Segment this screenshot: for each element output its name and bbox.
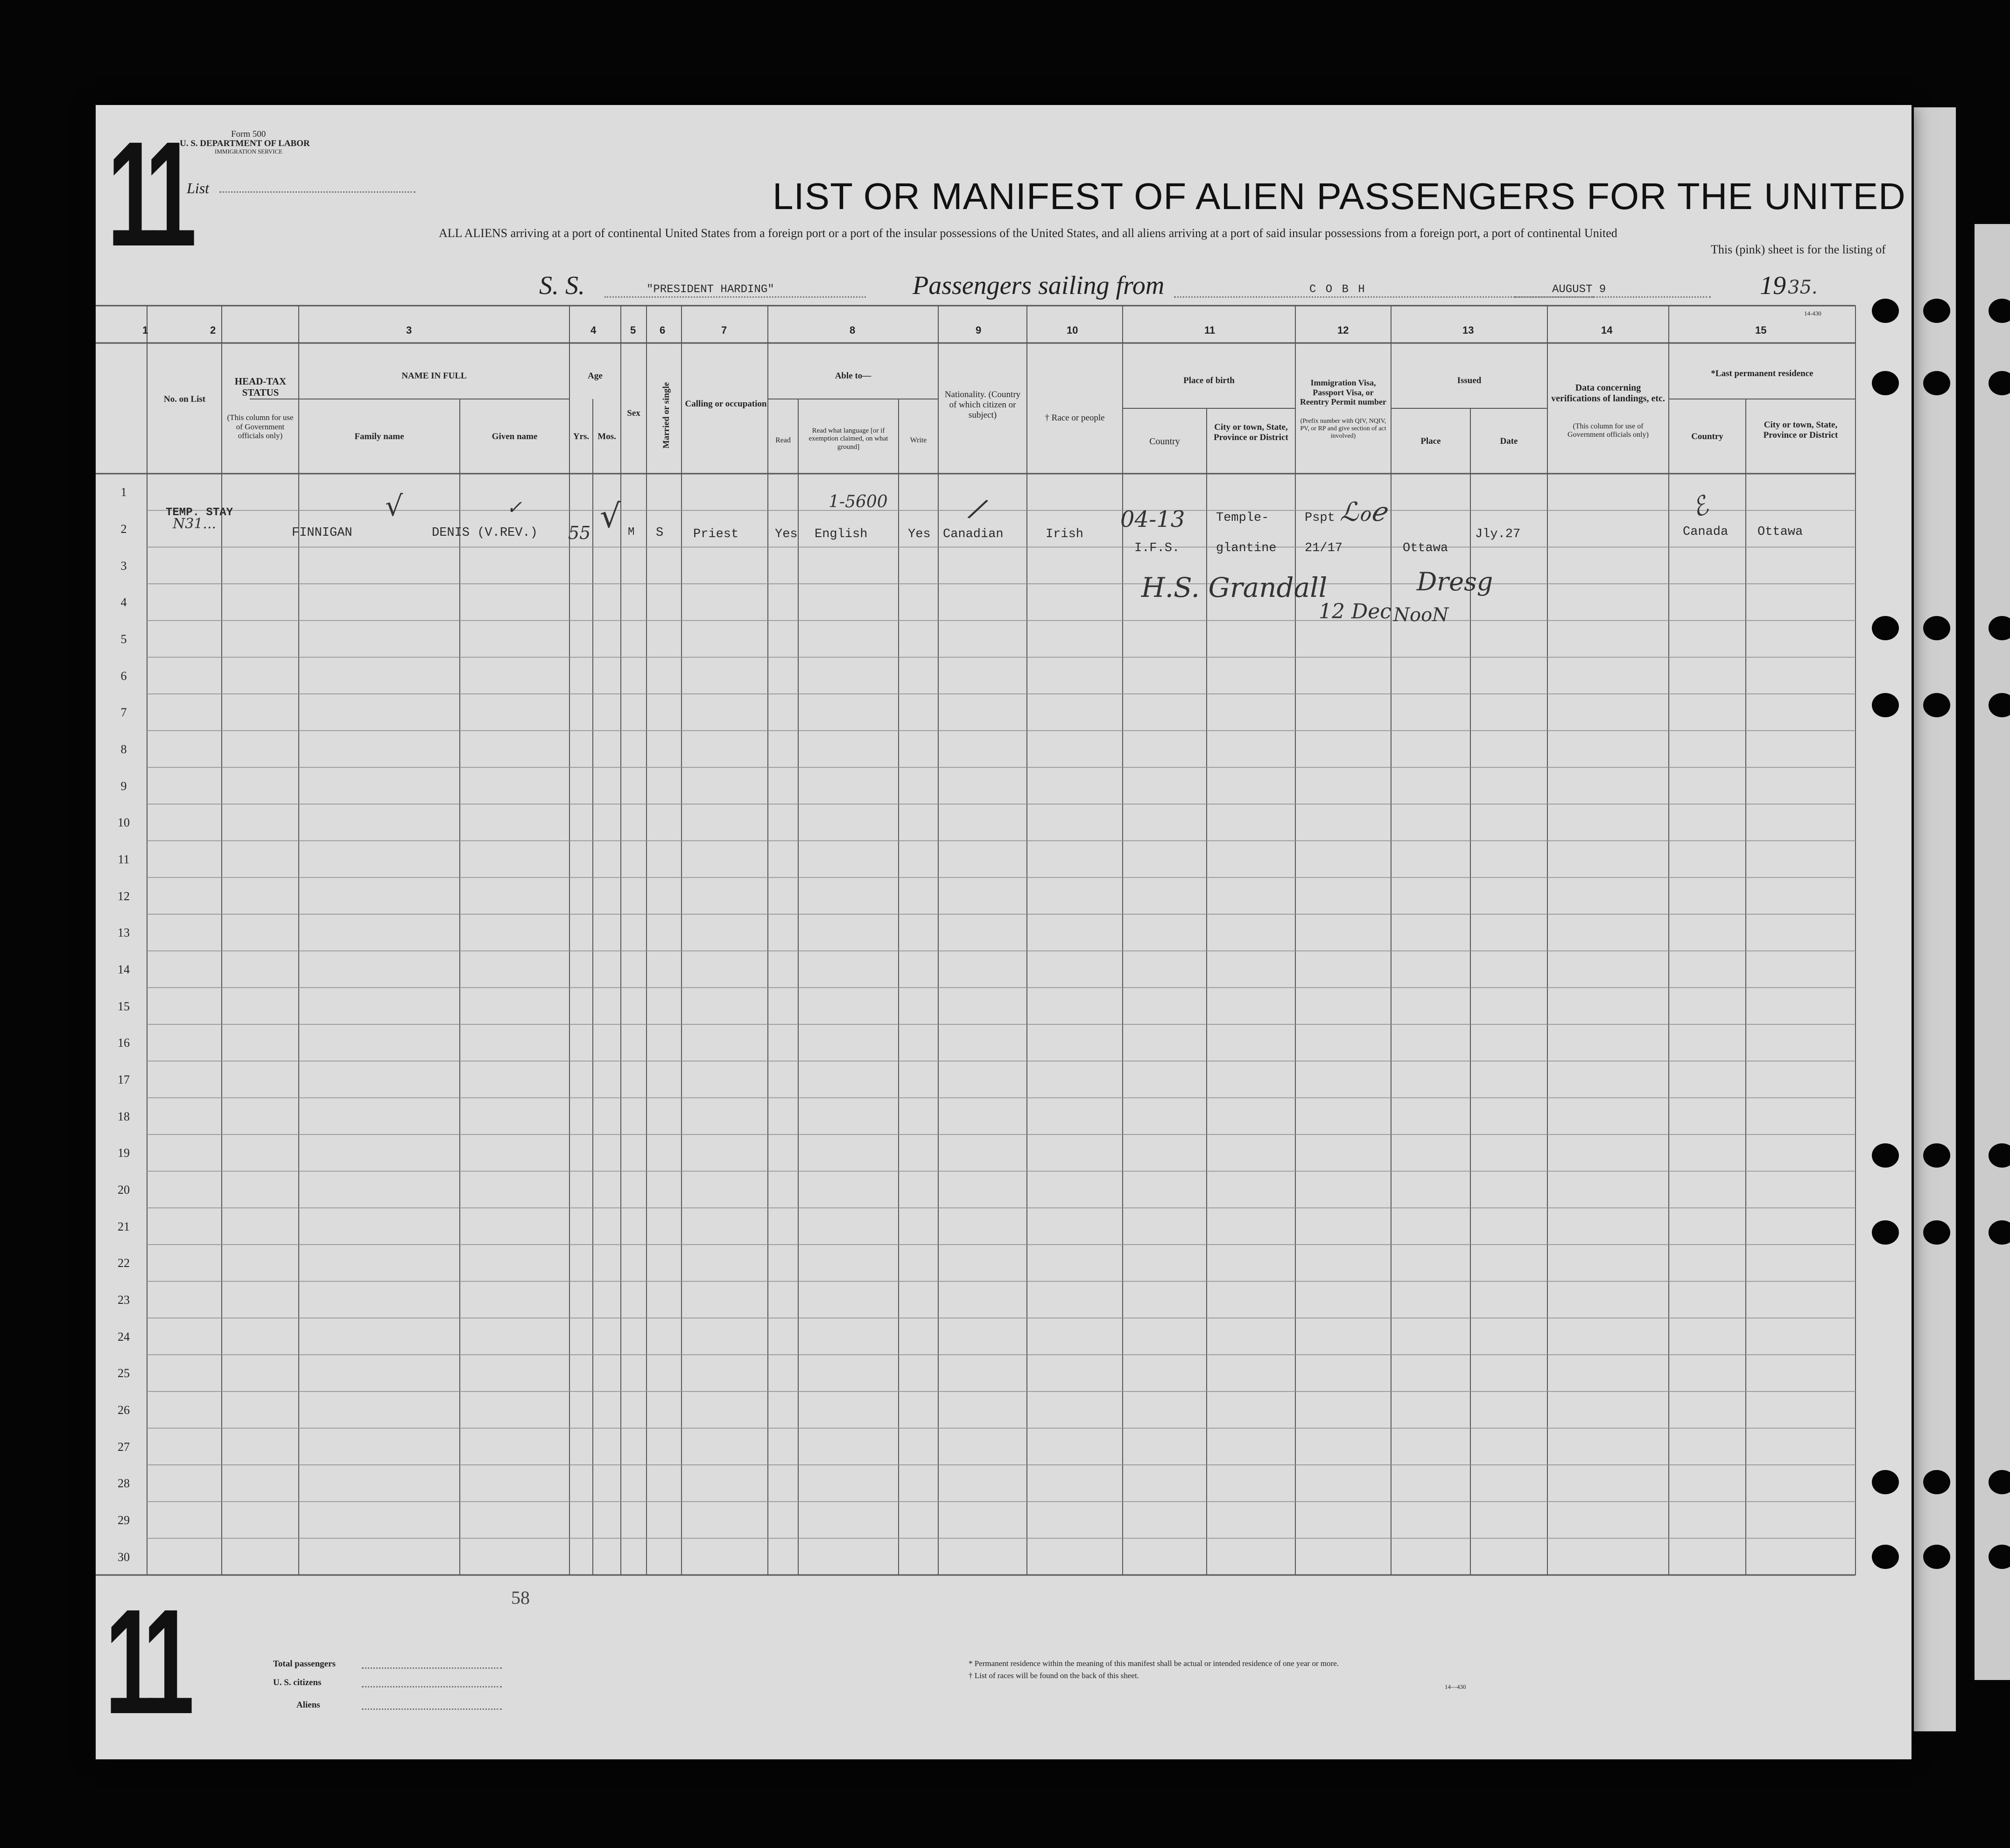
col-num-6: 6 [660,324,666,336]
hdr-calling: Calling or occupation [685,399,767,409]
manifest-sheet [96,105,1912,1759]
entry-head-tax: TEMP. STAY [166,506,233,519]
hdr-given-name: Given name [492,432,538,441]
hdr-family-name: Family name [354,432,404,441]
entry-sex: M [628,526,635,539]
row-number: 24 [118,1330,130,1344]
hand-note-4: NooN [1393,604,1449,626]
hdr-head-tax: HEAD-TAX STATUS [234,376,287,399]
list-label: List [187,180,210,196]
hdr-data-concerning: Data concerning verifications of landings, etc. [1551,383,1665,404]
row-number: 22 [118,1256,130,1270]
col-num-10: 10 [1067,324,1078,336]
col-num-15: 15 [1755,324,1767,336]
footer-total-line [362,1667,502,1669]
grid-horizontal-main [96,306,1855,1575]
hand-note-1: H.S. Grandall [1141,572,1328,603]
grid-row-lines [147,511,1855,1539]
hdr-res-country: Country [1691,432,1723,441]
row-number: 13 [118,926,130,940]
col-num-14: 14 [1601,324,1613,336]
binder-hole [1872,693,1899,717]
binder-hole [1872,1545,1899,1569]
row-number: 25 [118,1366,130,1380]
footer-aliens-line [362,1708,502,1710]
row-number: 21 [118,1219,130,1233]
subtitle-2: This (pink) sheet is for the listing of [1711,243,1886,256]
entry-lang-note: 1-5600 [829,492,888,511]
hdr-married: Married or single [661,382,671,449]
binder-hole [1923,1220,1950,1245]
entry-given-name: DENIS (V.REV.) [432,526,538,540]
footer-code: 14—430 [1445,1683,1466,1690]
ss-label: S. S. [539,271,585,300]
row-number: 4 [120,595,127,609]
hand-note-3: Dresg [1417,567,1493,596]
entry-read: Yes [775,527,798,541]
hdr-sex: Sex [627,408,640,418]
col-num-9: 9 [976,324,982,336]
age-checkmark-icon: √ [600,497,621,535]
next-page-edge [1975,224,2010,1680]
row-number: 5 [120,632,127,646]
row-number: 19 [118,1146,130,1160]
binder-hole [1923,1470,1950,1494]
year-suffix: 35. [1788,277,1818,298]
col-num-8: 8 [850,324,856,336]
corner-code: 14-430 [1804,310,1821,317]
entry-married: S [656,526,664,540]
binder-hole [1872,1220,1899,1245]
row-number: 27 [118,1440,130,1454]
row-number: 15 [118,999,130,1013]
entry-occupation: Priest [693,527,739,541]
row-number: 17 [118,1073,130,1086]
binder-hole [1872,616,1899,640]
hdr-data-note: (This column for use of Government officials only) [1567,422,1649,439]
entry-visa-1: Pspt [1305,511,1335,525]
hdr-nationality: Nationality. (Country of which citizen or subject) [944,390,1021,420]
binder-hole [1872,1470,1899,1494]
entry-issue-place: Ottawa [1403,541,1448,555]
entry-language: English [815,527,868,541]
col-num-5: 5 [630,324,636,336]
binder-hole [1923,1143,1950,1168]
list-number-top: 11 [107,110,188,277]
hdr-read: Read [775,436,791,444]
nationality-mark-icon: / [968,491,988,526]
sail-date: AUGUST 9 [1552,283,1606,296]
entry-res-country: Canada [1683,525,1729,539]
entry-birth-country: I.F.S. [1134,541,1180,555]
visa-hand-mark-icon: ℒℴℯ [1340,497,1386,527]
row-number: 10 [118,816,130,830]
binder-hole [1923,299,1950,323]
row-number: 2 [120,522,127,536]
row-number: 6 [120,669,127,683]
hdr-res-city: City or town, State, Province or District [1763,420,1838,440]
grid-verticals [147,306,1855,1575]
col-num-4: 4 [590,324,597,336]
row-number: 26 [118,1403,130,1417]
col-num-2: 2 [210,324,216,336]
hdr-no-on-list: No. on List [163,394,206,404]
row-number: 7 [120,706,127,720]
service: IMMIGRATION SERVICE [215,148,283,155]
binder-hole [1923,1545,1950,1569]
row-number: 8 [120,742,127,756]
entry-nationality: Canadian [943,527,1004,541]
hdr-visa: Immigration Visa, Passport Visa, or Reentry Permit number [1300,378,1386,407]
table-grid [96,105,1912,1759]
footer-aliens: Aliens [296,1700,320,1710]
binder-hole [1872,371,1899,395]
row-number: 14 [118,963,130,976]
col-num-1: 1 [142,324,148,336]
row-number: 3 [120,559,127,573]
footer-total-passengers: Total passengers [273,1659,336,1669]
entry-age: 55 [568,523,591,543]
stamp-number: 58 [511,1587,530,1608]
hand-note-2: 12 Dec [1319,600,1392,623]
hdr-write: Write [910,436,927,444]
row-number: 9 [120,779,127,793]
footer-citizens-line [362,1686,502,1687]
department: U. S. DEPARTMENT OF LABOR [180,139,310,148]
year-prefix: 19 [1760,271,1786,300]
hdr-head-tax-note: (This column for use of Government officials only) [227,413,294,441]
hdr-issue-date: Date [1500,436,1518,446]
hdr-place-of-birth: Place of birth [1183,376,1235,385]
row-number: 16 [118,1036,130,1050]
entry-birth-city-2: glantine [1216,541,1277,555]
entry-visa-2: 21/17 [1305,541,1343,555]
entry-issue-date: Jly.27 [1475,527,1521,541]
check-tick-icon: ✓ [506,497,522,518]
hdr-birth-country: Country [1149,436,1180,447]
checkmark-icon: √ [385,490,403,523]
binder-hole [1923,693,1950,717]
hdr-last-residence: *Last permanent residence [1711,369,1813,378]
hdr-issued: Issued [1457,376,1482,385]
entry-head-tax-hand: N31... [173,516,217,532]
ship-name: "PRESIDENT HARDING" [647,283,774,296]
binder-hole [1923,371,1950,395]
list-number-bottom: 11 [105,1578,186,1745]
row-number: 12 [118,889,130,903]
form-number: Form 500 [231,129,266,139]
footer-note-1: * Permanent residence within the meaning of this manifest shall be actual or intended residence of one year or more. [969,1659,1339,1668]
row-number: 28 [118,1477,130,1491]
row-number: 11 [118,853,130,866]
col-num-3: 3 [406,324,412,336]
hdr-mos: Mos. [597,432,616,441]
footer-note-2: † List of races will be found on the back of this sheet. [969,1671,1139,1680]
row-number: 18 [118,1109,130,1123]
row-number: 20 [118,1183,130,1197]
binder-hole [1872,1143,1899,1168]
residence-hand-mark-icon: ℰ [1687,490,1713,524]
port: C O B H [1309,283,1366,296]
hdr-age: Age [588,371,603,381]
binder-hole [1872,299,1899,323]
footer-us-citizens: U. S. citizens [273,1678,322,1687]
col-num-12: 12 [1337,324,1349,336]
hdr-race: † Race or people [1045,413,1105,423]
hdr-name-in-full: NAME IN FULL [401,371,467,381]
entry-birth-city-1: Temple- [1216,511,1269,525]
row-number: 1 [120,485,127,499]
page-title: LIST OR MANIFEST OF ALIEN PASSENGERS FOR THE UNITED [773,175,1906,217]
row-number: 30 [118,1550,130,1564]
entry-family-name: FINNIGAN [292,526,352,540]
entry-race: Irish [1046,527,1084,541]
hdr-able-to: Able to— [835,371,871,381]
subtitle: ALL ALIENS arriving at a port of continental United States from a foreign port or a port of the insular possessions of the United States, and all aliens arriving at a port of said insular possessions from a foreign port, a port of continental United [439,226,1617,240]
hdr-issue-place: Place [1420,436,1441,446]
sailing-label: Passengers sailing from [913,271,1165,300]
hdr-yrs: Yrs. [573,432,590,441]
hdr-birth-city: City or town, State, Province or District [1214,422,1288,442]
col-num-13: 13 [1462,324,1474,336]
entry-birth-country-note: 04-13 [1120,506,1185,532]
col-num-11: 11 [1204,324,1216,336]
col-num-7: 7 [721,324,727,336]
entry-res-city: Ottawa [1757,525,1803,539]
row-number: 29 [118,1513,130,1527]
hdr-read-lang: Read what language [or if exemption claimed, on what ground] [808,427,888,451]
binder-hole [1923,616,1950,640]
entry-write: Yes [908,527,931,541]
row-number: 23 [118,1293,130,1307]
hdr-visa-note: (Prefix number with QIV, NQIV, PV, or RP and give section of act involved) [1300,418,1386,440]
